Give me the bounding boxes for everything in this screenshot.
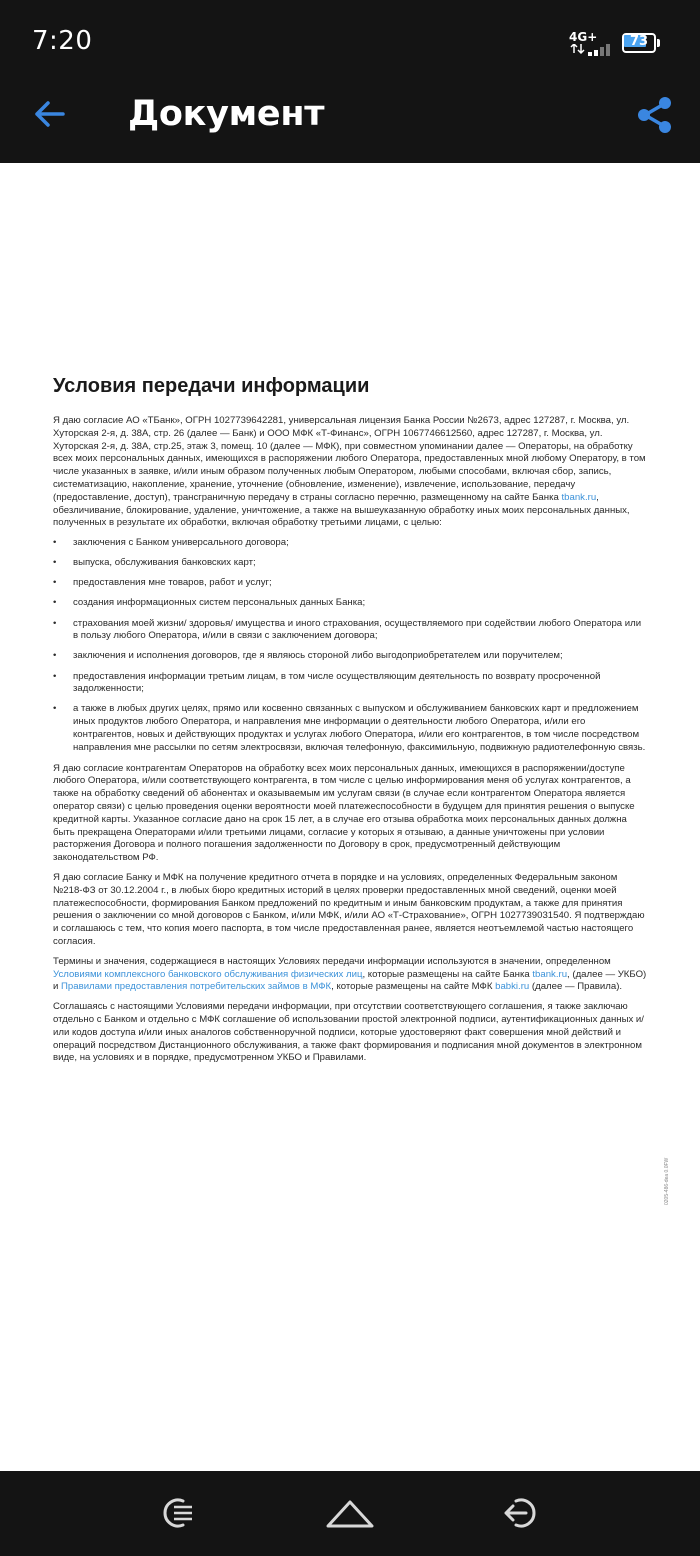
signal-icon: [569, 44, 615, 56]
intro-text: Я даю согласие АО «ТБанк», ОГРН 1027739642281, универсальная лицензия Банка России №2673, адрес 127287, г. Москва, ул. Хуторская 2-я, д. 38А, стр. 26 (далее — Банк) и ООО МФК «Т-Финанс», ОГРН 1067746612560, адрес 127287, г. Москва, ул. Хуторская 2-я, д. 38А, стр.25, этаж 3, помещ. 10 (далее — МФК), при совместном упоминании далее — Операторы, на обработку всех моих персональных данных, имеющихся в распоряжении любого Оператора, предоставленных мной любому Оператору, в том числе указанных в заявке, и/или иным образом полученных любым Оператором, любыми способами, включая сбор, запись, систематизацию, накопление, хранение, уточнение (обновление, изменение), извлечение, использование, передачу (предоставление, доступ), трансграничную передачу в страны согласно перечню, размещенному на сайте Банка: [53, 415, 646, 503]
share-button[interactable]: [634, 94, 676, 136]
network-type: 4G+: [569, 30, 598, 44]
share-icon: [636, 96, 674, 134]
list-item: • создания информационных систем персональных данных Банка;: [53, 597, 648, 610]
document-code: 0205-486-dea 0.0FW: [664, 1157, 670, 1205]
ukbo-link[interactable]: Условиями комплексного банковского обслуживания физических лиц: [53, 968, 363, 980]
loan-rules-link[interactable]: Правилами предоставления потребительских займов в МФК: [61, 981, 332, 993]
list-item: • заключения с Банком универсального договора;: [53, 537, 648, 550]
list-item: • выпуска, обслуживания банковских карт;: [53, 557, 648, 570]
document-title: Условия передачи информации: [53, 375, 370, 397]
list-item: • заключения и исполнения договоров, где я являюсь стороной либо выгодоприобретателем или поручителем;: [53, 650, 648, 663]
home-icon: [325, 1497, 375, 1529]
terms-text: (далее — Правила).: [529, 981, 623, 993]
recents-icon: [157, 1495, 197, 1531]
battery-percent: 73: [629, 34, 649, 49]
back-arrow-icon: [34, 100, 66, 128]
navigation-bar: [0, 1471, 700, 1556]
document-viewer[interactable]: [0, 163, 700, 1471]
back-nav-button[interactable]: [498, 1491, 548, 1535]
list-item: • страхования моей жизни/ здоровья/ имущества и иного страхования, осуществляемого при содействии любого Оператора или в пользу любого Оператора, и/или в связи с заключением договора;: [53, 618, 648, 644]
purposes-list: [53, 537, 648, 754]
terms-paragraph: [53, 956, 648, 994]
counterparties-consent-paragraph: Я даю согласие контрагентам Операторов на обработку всех моих персональных данных, имеющихся в распоряжении/доступе любого Оператора, и/или соответствующего контрагента, в том числе с целью информирования меня об услугах контрагентов, а также на обработку сведений об абонентах и оказываемым им услугам связи (в случае если контрагентом Оператора является оператор связи) с целью проведения оценки вероятности моей платежеспособности в будущем для принятия решения о выпуске кредитной карты. Указанное согласие дано на срок 15 лет, а в случае его отзыва обработка моих персональных данных должна быть прекращена Операторами и/или третьими лицами, согласие у которых я отзываю, а данные уничтожены при условии расторжения Договора и полного погашения задолженности по Договору в срок, предусмотренный действующим законодательством РФ.: [53, 762, 635, 864]
home-button[interactable]: [325, 1491, 375, 1535]
babki-link[interactable]: babki.ru: [495, 981, 530, 993]
page-title: Документ: [128, 94, 325, 134]
credit-report-consent-paragraph: Я даю согласие Банку и МФК на получение кредитного отчета в порядке и на условиях, определенных Федеральным законом №218-ФЗ от 30.12.2004 г., в любых бюро кредитных историй в целях проверки предоставленных мной сведений, оценки моей платежеспособности, формирования Банком предложений по кредитным и иным банковским продуктам, а также для принятия решения о заключении со мной договоров с Банком, и/или МФК, и/или АО «Т-Страхование», ОГРН 1027739031540. Я подтверждаю и соглашаюсь с тем, что копия моего паспорта, в том числе предоставленная ранее, является неотъемлемой частью настоящего согласия.: [53, 871, 645, 947]
terms-text: Термины и значения, содержащиеся в настоящих Условиях передачи информации используются в значении, определенном: [53, 955, 611, 967]
document-content: [53, 375, 648, 1072]
back-icon: [502, 1495, 544, 1531]
tbank-link[interactable]: tbank.ru: [561, 491, 597, 503]
status-time: 7:20: [32, 26, 93, 56]
status-bar: [0, 0, 700, 86]
back-button[interactable]: [30, 94, 70, 134]
agreement-paragraph: Соглашаясь с настоящими Условиями передачи информации, при отсутствии соответствующего соглашения, я также заключаю отдельно с Банком и отдельно с МФК соглашение об использовании простой электронной подписи, аутентификационных данных и/или кодов доступа и/или иных аналогов собственноручной подписи, которые удостоверяют факт совершения мной действий и операций посредством Дистанционного обслуживания, а также факт формирования и подписания мной документов в электронном виде, на условиях и в порядке, предусмотренном УКБО и Правилами.: [53, 1001, 644, 1064]
list-item: • а также в любых других целях, прямо или косвенно связанных с выпуском и обслуживанием банковских карт и предложением иных продуктов любого Оператора, и направления мне информации о деятельности любого Оператора, и/или его контрагентов, новых и действующих продуктах и услугах любого Оператора, и/или его контрагентов, в том числе посредством направления мне рассылки по сетям электросвязи, включая телефонную, факсимильную, подвижную радиотелефонную связь.: [53, 703, 648, 754]
battery-icon: [622, 33, 660, 53]
list-item: • предоставления мне товаров, работ и услуг;: [53, 577, 648, 590]
terms-text: , (далее — УКБО) и: [53, 968, 647, 993]
recents-button[interactable]: [152, 1491, 202, 1535]
battery-tip: [657, 39, 660, 47]
intro-text-end: , обезличивание, блокирование, удаление, уничтожение, а также на вышеуказанную обработку иных моих персональных данных, полученных в результате их обработки, включая обработку третьими лицами, с целью:: [53, 491, 630, 529]
intro-paragraph: [53, 415, 648, 530]
terms-text: , которые размещены на сайте Банка: [362, 968, 533, 980]
app-bar: [0, 86, 700, 163]
tbank-link[interactable]: tbank.ru: [532, 968, 568, 980]
list-item: • предоставления информации третьим лицам, в том числе осуществляющим деятельность по возврату просроченной задолженности;: [53, 671, 648, 697]
terms-text: , которые размещены на сайте МФК: [331, 981, 496, 993]
